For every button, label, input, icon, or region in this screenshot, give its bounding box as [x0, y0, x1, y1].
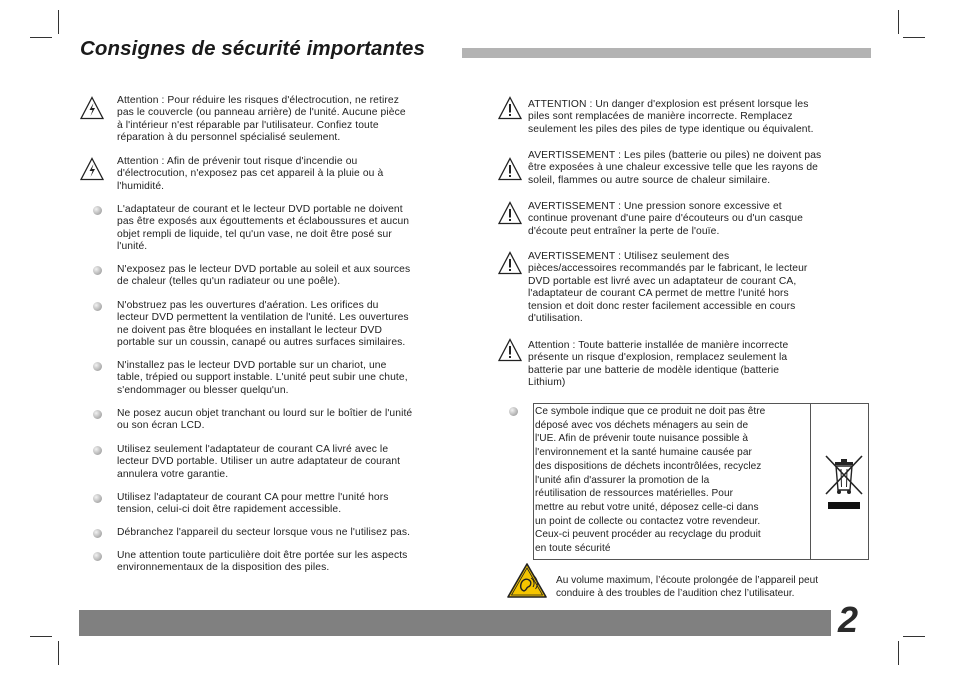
title-rule	[462, 48, 871, 58]
item-text: Une attention toute particulière doit être portée sur les aspects environnementaux de la disposition des piles.	[117, 550, 408, 574]
exclamation-warning-icon	[498, 96, 522, 120]
bullet-icon	[93, 362, 102, 371]
crop-mark	[58, 641, 59, 665]
exclamation-warning-icon	[498, 157, 522, 181]
hearing-text: Au volume maximum, l’écoute prolongée de l’appareil peut conduire à des troubles de l’audition chez l’utilisateur.	[556, 575, 819, 599]
item-text: L'adaptateur de courant et le lecteur DVD portable ne doivent pas être exposés aux égouttements et éclaboussures et aucun objet rempli de liquide, tel qu'un vase, ne doit être posé sur l'unité.	[117, 204, 410, 253]
item-text: N'obstruez pas les ouvertures d'aération. Les orifices du lecteur DVD permettent la ventilation de l'unité. Les ouvertures ne doivent pas être bloquées en installant le lecteur DVD portable sur un coussin, canapé ou autres surfaces similaires.	[117, 300, 409, 349]
item-text: Débranchez l'appareil du secteur lorsque vous ne l'utilisez pas.	[117, 527, 411, 538]
bullet-icon	[93, 529, 102, 538]
item-text: AVERTISSEMENT : Les piles (batterie ou piles) ne doivent pas être exposées à une chaleur excessive telle que les rayons de soleil, flammes ou autre source de chaleur similaire.	[528, 150, 822, 186]
crop-mark	[898, 10, 899, 34]
exclamation-warning-icon	[498, 251, 522, 275]
crop-mark	[30, 636, 52, 637]
item-text: Utilisez seulement l'adaptateur de courant CA livré avec le lecteur DVD portable. Utiliser un autre adaptateur de courant annulera votre garantie.	[117, 444, 401, 480]
weee-notice	[533, 403, 869, 560]
item-text: N'exposez pas le lecteur DVD portable au soleil et aux sources de chaleur (telles qu'un radiateur ou une poêle).	[117, 264, 411, 288]
item-text: Attention : Pour réduire les risques d'électrocution, ne retirez pas le couvercle (ou panneau arrière) de l'unité. Aucune pièce à l'intérieur n'est réparable par l'utilisateur. Confiez toute réparation à du personnel spécialisé seulement.	[117, 95, 406, 144]
electric-warning-icon	[80, 96, 104, 120]
hearing-warning-icon	[506, 562, 548, 605]
weee-text: Ce symbole indique que ce produit ne doit pas être déposé avec vos déchets ménagers au sein de l'UE. Afin de prévenir toute nuisance possible à l'environnement et la santé humaine causée par des dispositions de déchets incontrôlées, recyclez l'unité afin d'assurer la promotion de la réutilisation de ressources matérielles. Pour mettre au rebut votre unité, déposez celle-ci dans un point de collecte ou contactez votre revendeur. Ceux-ci peuvent procéder au recyclage du produit en toute sécurité	[535, 406, 766, 555]
bullet-icon	[93, 266, 102, 275]
crop-mark	[30, 37, 52, 38]
bullet-icon	[93, 302, 102, 311]
crop-mark	[898, 641, 899, 665]
item-text: Utilisez l'adaptateur de courant CA pour mettre l'unité hors tension, celui-ci doit être rapidement accessible.	[117, 492, 389, 516]
item-text: AVERTISSEMENT : Utilisez seulement des pièces/accessoires recommandés par le fabricant, le lecteur DVD portable est livré avec un adaptateur de courant CA, l'adaptateur de courant CA permet de mettre l'unité hors tension et doit donc rester facilement accessible en cours d'utilisation.	[528, 251, 808, 325]
bullet-icon	[93, 206, 102, 215]
item-text: AVERTISSEMENT : Une pression sonore excessive et continue provenant d'une paire d'écouteurs ou d'un casque d'écoute peut entraîner la perte de l'ouïe.	[528, 201, 803, 237]
crop-mark	[903, 636, 925, 637]
item-text: N'installez pas le lecteur DVD portable sur un chariot, une table, trépied ou support instable. L'unité peut subir une chute, s'endommager ou blesser quelqu'un.	[117, 360, 408, 396]
bullet-icon	[93, 494, 102, 503]
crossed-bin-icon	[824, 454, 864, 517]
bullet-icon	[509, 407, 518, 416]
item-text: Ne posez aucun objet tranchant ou lourd sur le boîtier de l'unité ou son écran LCD.	[117, 408, 413, 432]
page-title: Consignes de sécurité importantes	[80, 37, 426, 60]
bullet-icon	[93, 410, 102, 419]
item-text: ATTENTION : Un danger d'explosion est présent lorsque les piles sont remplacées de manière incorrecte. Remplacez seulement les piles des piles de type identique ou équivalent.	[528, 99, 814, 135]
page-number: 2	[838, 599, 859, 640]
bullet-icon	[93, 446, 102, 455]
exclamation-warning-icon	[498, 338, 522, 362]
item-text: Attention : Toute batterie installée de manière incorrecte présente un risque d'explosion, remplacez seulement la batterie par une batterie de modèle identique (batterie Lithium)	[528, 340, 789, 389]
crop-mark	[58, 10, 59, 34]
item-text: Attention : Afin de prévenir tout risque d'incendie ou d'électrocution, n'exposez pas cet appareil à la pluie ou à l'humidité.	[117, 156, 384, 192]
footer-bar	[79, 610, 831, 636]
crop-mark	[903, 37, 925, 38]
electric-warning-icon	[80, 157, 104, 181]
bullet-icon	[93, 552, 102, 561]
weee-divider	[810, 404, 811, 559]
exclamation-warning-icon	[498, 201, 522, 225]
